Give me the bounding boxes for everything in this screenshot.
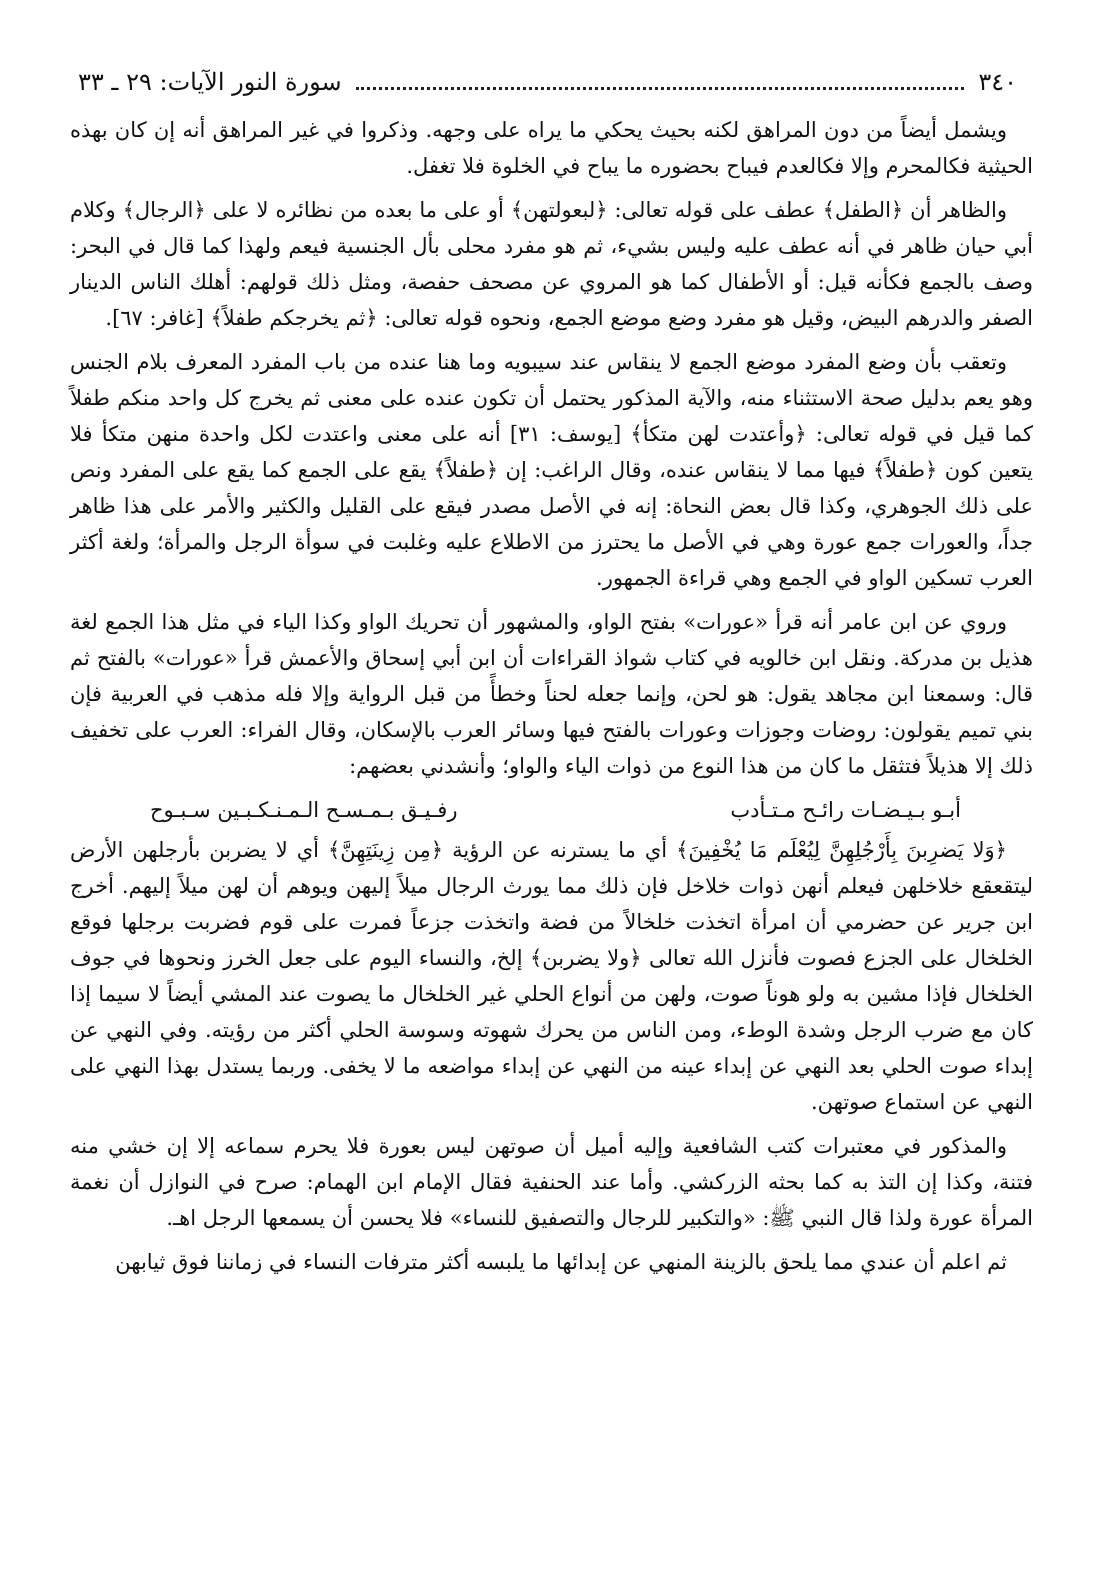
verse-first-hemistich: أبـو بـيـضـات رائـح مـتـأدب xyxy=(730,798,961,822)
paragraph: والظاهر أن ﴿الطفل﴾ عطف على قوله تعالى: ﴿لبعولتهن﴾ أو على ما بعده من نظائره لا على ﴿الرجال﴾ وكلام أبي حيان ظاهر في أنه عطف عليه وليس بشيء، ثم هو مفرد محلى بأل الجنسية فيعم ولهذا كما قال في البحر: وصف بالجمع فكأنه قيل: أو الأطفال كما هو المروي عن مصحف حفصة، ومثل ذلك قولهم: أهلك الناس الدينار الصفر والدرهم البيض، وقيل هو مفرد وضع موضع الجمع، ونحوه قوله تعالى: ﴿ثم يخرجكم طفلاً﴾ [غافر: ٦٧]. xyxy=(70,198,1033,330)
running-header xyxy=(78,62,1017,102)
paragraph: ويشمل أيضاً من دون المراهق لكنه بحيث يحكي ما يراه على وجهه. وذكروا في غير المراهق أنه إن كان بهذه الحيثية فكالمحرم وإلا فكالعدم فيباح بحضوره ما يباح في الخلوة فلا تغفل. xyxy=(70,118,1033,178)
paragraph: وتعقب بأن وضع المفرد موضع الجمع لا ينقاس عند سيبويه وما هنا عنده من باب المفرد المعرف بلام الجنس وهو يعم بدليل صحة الاستثناء منه، والآية المذكور يحتمل أن تكون عنده على معنى ثم يخرج كل واحد منكم طفلاً كما قيل في قوله تعالى: ﴿وأعتدت لهن متكأ﴾ [يوسف: ٣١] أنه على معنى واعتدت لكل واحدة منهن متكأ فلا يتعين كون ﴿طفلاً﴾ فيها مما لا ينقاس عنده، وقال الراغب: إن ﴿طفلاً﴾ يقع على الجمع كما يقع على المفرد ونص على ذلك الجوهري، وكذا قال بعض النحاة: إنه في الأصل مصدر فيقع على القليل والكثير والأمر على هذا ظاهر جداً، والعورات جمع عورة وهي في الأصل ما يحترز من الاطلاع عليه وغلبت في سوأة الرجل والمرأة؛ ولغة أكثر العرب تسكين الواو في الجمع وهي قراءة الجمهور. xyxy=(70,350,1033,590)
paragraph: والمذكور في معتبرات كتب الشافعية وإليه أميل أن صوتهن ليس بعورة فلا يحرم سماعه إلا إن خشي منه فتنة، وكذا إن التذ به كما بحثه الزركشي. وأما عند الحنفية فقال الإمام ابن الهمام: صرح في النوازل أن نغمة المرأة عورة ولذا قال النبي ﷺ: «والتكبير للرجال والتصفيق للنساء» فلا يحسن أن يسمعها الرجل اهـ. xyxy=(70,1134,1033,1230)
paragraph: ﴿وَلا يَضرِبنَ بِأَرْجُلِهِنَّ لِيُعْلَم مَا يُخْفِينَ﴾ أي ما يسترنه عن الرؤية ﴿مِن زِينَتِهِنَّ﴾ أي لا يضربن بأرجلهن الأرض ليتقعقع خلاخلهن فيعلم أنهن ذوات خلاخل فإن ذلك مما يورث الرجال ميلاً إليهن ويوهم أن لهن ميلاً إليهم. أخرج ابن جرير عن حضرمي أن امرأة اتخذت خلخالاً من فضة واتخذت جزعاً فمرت على قوم فضربت برجلها فوقع الخلخال على الجزع فصوت فأنزل الله تعالى ﴿ولا يضربن﴾ إلخ، والنساء اليوم على جعل الخرز ونحوها في جوف الخلخال فإذا مشين به ولو هوناً صوت، ولهن من أنواع الحلي غير الخلخال ما يصوت عند المشي أيضاً لا سيما إذا كان مع ضرب الرجل وشدة الوطء، ومن الناس من يحرك شهوته وسوسة الحلي أكثر من رؤيته. وفي النهي عن إبداء صوت الحلي بعد النهي عن إبداء عينه من النهي عن إبداء مواضعه ما لا يخفى. وربما يستدل بهذا النهي على النهي عن استماع صوتهن. xyxy=(70,838,1033,1114)
header-leader-dots xyxy=(356,63,965,90)
paragraph: وروي عن ابن عامر أنه قرأ «عورات» بفتح الواو، والمشهور أن تحريك الواو وكذا الياء في مثل هذا الجمع لغة هذيل بن مدركة. ونقل ابن خالويه في كتاب شواذ القراءات أن ابن أبي إسحاق والأعمش قرأ «عورات» بالفتح ثم قال: وسمعنا ابن مجاهد يقول: هو لحن، وإنما جعله لحناً وخطأً من قبل الرواية وإلا فله مذهب في العربية فإن بني تميم يقولون: روضات وجوزات وعورات بالفتح فيها وسائر العرب بالإسكان، وقال الفراء: العرب على تخفيف ذلك إلا هذيلاً فتثقل ما كان من هذا النوع من ذوات الياء والواو؛ وأنشدني بعضهم: xyxy=(70,610,1033,778)
verse-second-hemistich: رفـيـق بـمـسـح الـمـنـكـبـين سـبـوح xyxy=(150,798,458,822)
body-text xyxy=(70,112,1033,1288)
paragraph: ثم اعلم أن عندي مما يلحق بالزينة المنهي عن إبدائها ما يلبسه أكثر مترفات النساء في زماننا فوق ثيابهن xyxy=(115,1250,1007,1274)
page-number: ٣٤٠ xyxy=(978,68,1017,96)
poetry-verse xyxy=(70,792,1033,828)
surah-title: سورة النور الآيات: ٢٩ ـ ٣٣ xyxy=(78,68,342,96)
